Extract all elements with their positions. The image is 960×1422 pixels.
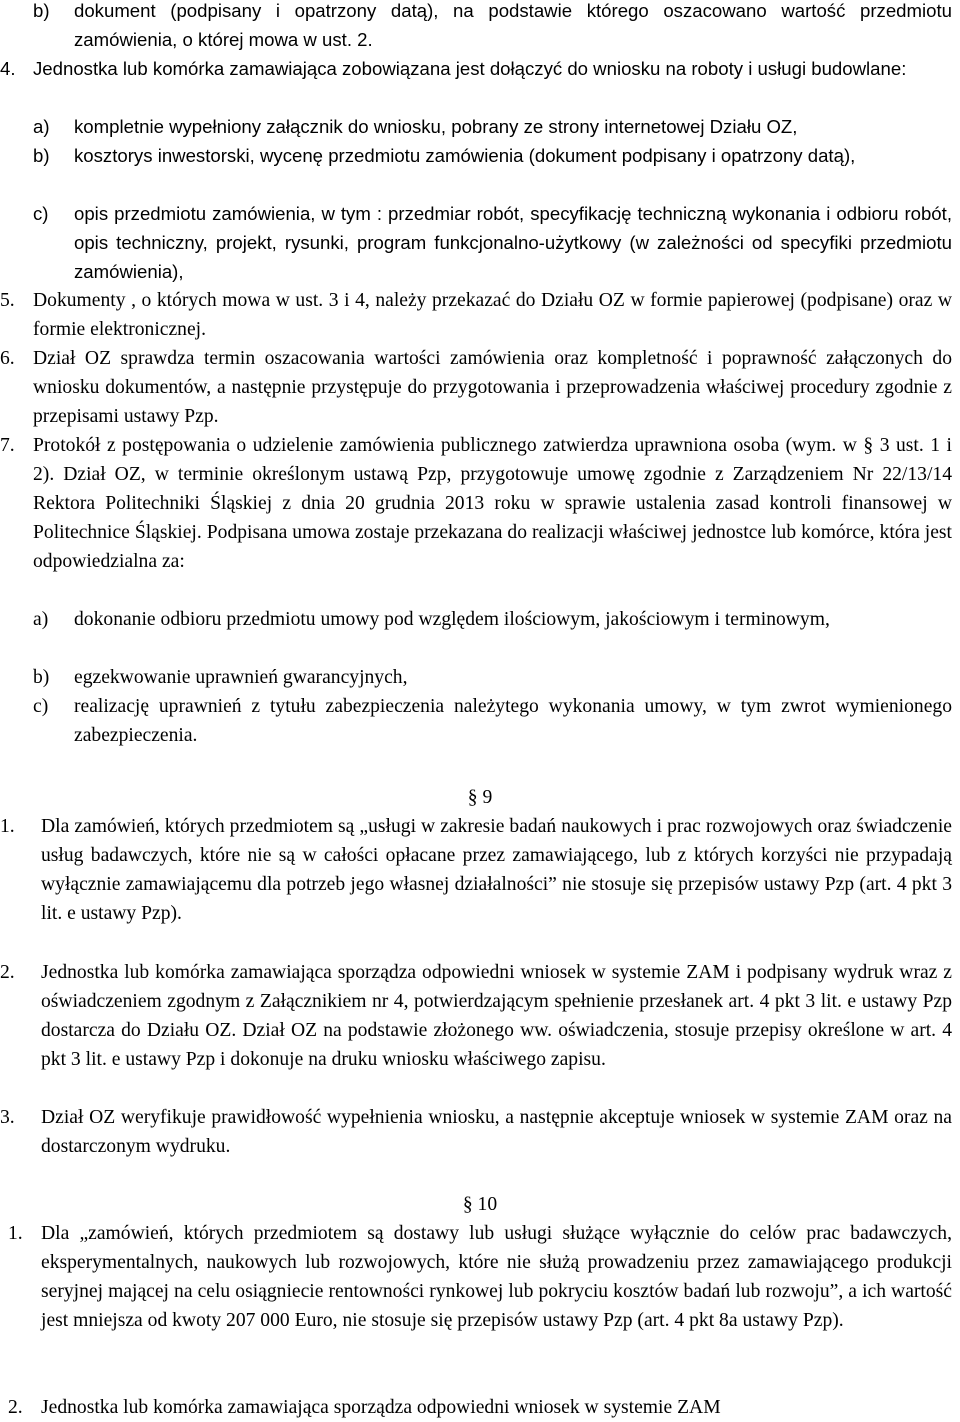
item-marker: 3. <box>0 1107 15 1128</box>
item-text: kosztorys inwestorski, wycenę przedmiotu zamówienia (dokument podpisany i opatrzony datą), <box>74 145 856 166</box>
section-heading-9: § 9 <box>467 787 493 808</box>
item-text: kompletnie wypełniony załącznik do wniosku, pobrany ze strony internetowej Działu OZ, <box>74 116 798 137</box>
item-marker: a) <box>33 609 49 630</box>
item-text: Protokół z postępowania o udzielenie zamówienia publicznego zatwierdza uprawniona osoba (wym. w § 3 ust. 1 i 2). Dział OZ, w terminie określonym ustawą Pzp, przygotowuje umowę zgodnie z Zarządzeniem Nr 22/13/14 Rektora Politechniki Śląskiej z dnia 20 grudnia 2013 roku w sprawie ustalenia zasad kontroli finansowej w Politechnice Śląskiej. Podpisana umowa zostaje przekazana do realizacji właściwej jednostce lub komórce, która jest odpowiedzialna za: <box>33 435 952 572</box>
item-marker: b) <box>33 667 50 688</box>
item-text: egzekwowanie uprawnień gwarancyjnych, <box>74 667 408 688</box>
item-marker: 2. <box>8 1397 23 1418</box>
item-text: Dla zamówień, których przedmiotem są „usługi w zakresie badań naukowych i prac rozwojowych oraz świadczenie usług badawczych, które nie są w całości opłacane przez zamawiającego, lub z których korzyści nie przypadają wyłącznie zamawiającemu dla potrzeb jego własnej działalności” nie stosuje się przepisów ustawy Pzp (art. 4 pkt 3 lit. e ustawy Pzp). <box>41 816 952 924</box>
item-marker: 6. <box>0 348 15 369</box>
item-text: dokonanie odbioru przedmiotu umowy pod względem ilościowym, jakościowym i terminowym, <box>74 609 830 630</box>
item-text: realizację uprawnień z tytułu zabezpieczenia należytego wykonania umowy, w tym zwrot wymienionego zabezpieczenia. <box>74 696 952 746</box>
item-marker: 1. <box>0 816 15 837</box>
item-text: Dział OZ sprawdza termin oszacowania wartości zamówienia oraz kompletność i poprawność załączonych do wniosku dokumentów, a następnie przystępuje do przygotowania i przeprowadzenia właściwej procedury zgodnie z przepisami ustawy Pzp. <box>33 348 952 427</box>
item-marker: 1. <box>8 1223 23 1244</box>
item-text: Jednostka lub komórka zamawiająca zobowiązana jest dołączyć do wniosku na roboty i usługi budowlane: <box>33 58 907 79</box>
item-text: Dla „zamówień, których przedmiotem są dostawy lub usługi służące wyłącznie do celów prac badawczych, eksperymentalnych, naukowych lub rozwojowych, które nie służą prowadzeniu przez zamawiającego produkcji seryjnej mającej na celu osiągniecie rentowności rynkowej lub pokryciu kosztów badań lub rozwoju”, a ich wartość jest mniejsza od kwoty 207 000 Euro, nie stosuje się przepisów ustawy Pzp (art. 4 pkt 8a ustawy Pzp). <box>41 1223 952 1331</box>
item-text: Dział OZ weryfikuje prawidłowość wypełnienia wniosku, a następnie akceptuje wniosek w systemie ZAM oraz na dostarczonym wydruku. <box>41 1107 952 1157</box>
item-marker: 2. <box>0 962 15 983</box>
item-marker: 5. <box>0 290 15 311</box>
item-marker: b) <box>33 0 50 21</box>
item-marker: c) <box>33 203 49 224</box>
item-text: dokument (podpisany i opatrzony datą), na podstawie którego oszacowano wartość przedmiotu zamówienia, o której mowa w ust. 2. <box>74 0 952 50</box>
item-marker: b) <box>33 145 50 166</box>
item-text: Dokumenty , o których mowa w ust. 3 i 4, należy przekazać do Działu OZ w formie papierowej (podpisane) oraz w formie elektronicznej. <box>33 290 952 340</box>
item-marker: a) <box>33 116 50 137</box>
section-heading-10: § 10 <box>462 1194 498 1215</box>
item-marker: c) <box>33 696 49 717</box>
item-text: opis przedmiotu zamówienia, w tym : przedmiar robót, specyfikację techniczną wykonania i odbioru robót, opis techniczny, projekt, rysunki, program funkcjonalno-użytkowy (w zależności od specyfiki przedmiotu zamówienia), <box>74 203 952 282</box>
item-marker: 4. <box>0 58 16 79</box>
item-text: Jednostka lub komórka zamawiająca sporządza odpowiedni wniosek w systemie ZAM <box>41 1397 721 1418</box>
item-marker: 7. <box>0 435 15 456</box>
item-text: Jednostka lub komórka zamawiająca sporządza odpowiedni wniosek w systemie ZAM i podpisany wydruk wraz z oświadczeniem zgodnym z Załącznikiem nr 4, potwierdzającym spełnienie przesłanek art. 4 pkt 3 lit. e ustawy Pzp dostarcza do Działu OZ. Dział OZ na podstawie złożonego ww. oświadczenia, stosuje przepisy określone w art. 4 pkt 3 lit. e ustawy Pzp i dokonuje na druku wniosku właściwego zapisu. <box>41 962 952 1070</box>
